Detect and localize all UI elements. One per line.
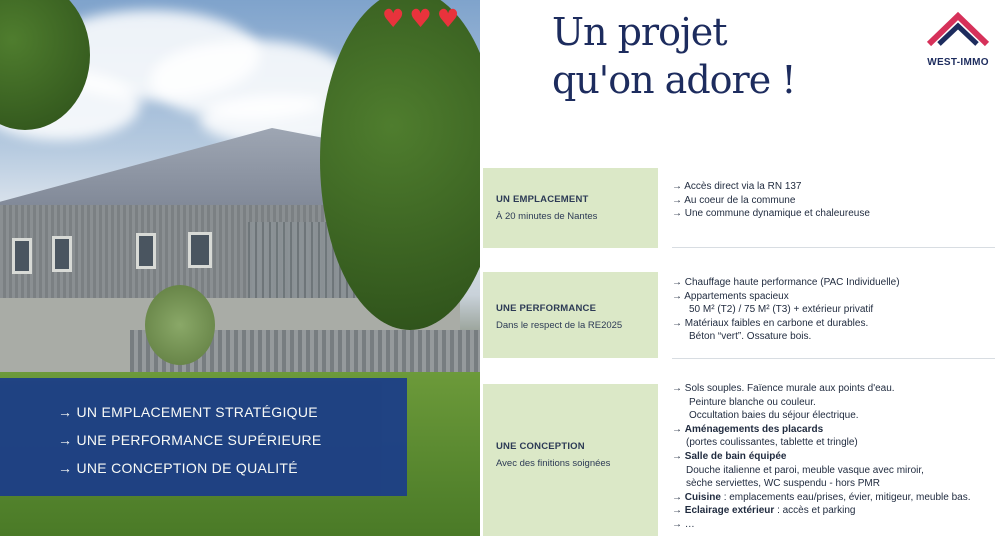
title-line-2: qu'on adore ! [552, 58, 796, 102]
section-label-performance [483, 272, 658, 358]
section-subtitle: Dans le respect de la RE2025 [496, 320, 623, 331]
list-item [672, 423, 995, 437]
list-item: Douche italienne et paroi, meuble vasque avec miroir, [686, 464, 924, 476]
list-item [672, 504, 995, 518]
list-item: Occultation baies du séjour électrique. [689, 410, 859, 422]
arrow-icon: → [672, 450, 682, 462]
list-item-heading: Eclairage extérieur [684, 505, 775, 517]
section-content-emplacement [672, 180, 995, 221]
west-immo-logo [922, 10, 994, 70]
house-roof-logo-icon [925, 10, 991, 50]
section-label-conception [483, 384, 658, 536]
list-item-text: : accès et parking [777, 505, 856, 517]
arrow-icon: → [672, 423, 682, 435]
section-subtitle: Avec des finitions soignées [496, 458, 611, 469]
section-content-performance [672, 276, 995, 344]
arrow-icon: → [672, 518, 682, 530]
list-item: → Chauffage haute performance (PAC Individuelle) [672, 277, 900, 288]
feature-item: → UN EMPLACEMENT STRATÉGIQUE [58, 404, 318, 420]
feature-summary-box [0, 378, 407, 496]
list-item: sèche serviettes, WC suspendu - hors PMR [686, 478, 880, 490]
list-item: → Matériaux faibles en carbone et durables. [672, 317, 869, 329]
logo-text: WEST-IMMO [927, 57, 989, 68]
building-photo [0, 0, 480, 536]
section-content-conception [672, 382, 995, 532]
arrow-icon: → [672, 505, 682, 517]
feature-item: → UNE PERFORMANCE SUPÉRIEURE [58, 432, 322, 448]
list-item: → Au coeur de la commune [672, 194, 796, 206]
list-item: 50 M² (T2) / 75 M² (T3) + extérieur privatif [689, 304, 874, 316]
divider [672, 358, 995, 359]
list-item: → Appartements spacieux [672, 290, 789, 302]
list-item-text: … [684, 518, 695, 530]
list-item: Béton “vert”. Ossature bois. [689, 331, 812, 343]
section-title: UN EMPLACEMENT [496, 194, 589, 205]
hearts-rating [382, 6, 459, 31]
section-title: UNE CONCEPTION [496, 441, 585, 452]
heart-icon: ♥ [436, 4, 460, 33]
list-item: → Accès direct via la RN 137 [672, 181, 802, 192]
section-title: UNE PERFORMANCE [496, 303, 597, 314]
list-item [672, 491, 995, 505]
list-item: (portes coulissantes, tablette et tringle) [686, 437, 858, 449]
arrow-icon: → [672, 491, 682, 503]
feature-item: → UNE CONCEPTION DE QUALITÉ [58, 460, 298, 476]
list-item: → Une commune dynamique et chaleureuse [672, 208, 870, 220]
page-title [552, 8, 796, 104]
heart-icon: ♥ [382, 4, 405, 33]
list-item-heading: Cuisine [684, 491, 721, 503]
list-item: Peinture blanche ou couleur. [689, 396, 816, 408]
list-item-heading: Aménagements des placards [684, 423, 824, 435]
list-item [672, 450, 995, 464]
section-subtitle: À 20 minutes de Nantes [496, 211, 598, 222]
list-item [672, 518, 995, 532]
title-line-1: Un projet [552, 10, 727, 54]
section-label-emplacement [483, 168, 658, 248]
list-item: → Sols souples. Faïence murale aux points d'eau. [672, 383, 895, 394]
list-item-heading: Salle de bain équipée [684, 450, 787, 462]
heart-icon: ♥ [409, 4, 432, 33]
list-item-text: : emplacements eau/prises, évier, mitigeur, meuble bas. [723, 491, 971, 503]
divider [672, 247, 995, 248]
